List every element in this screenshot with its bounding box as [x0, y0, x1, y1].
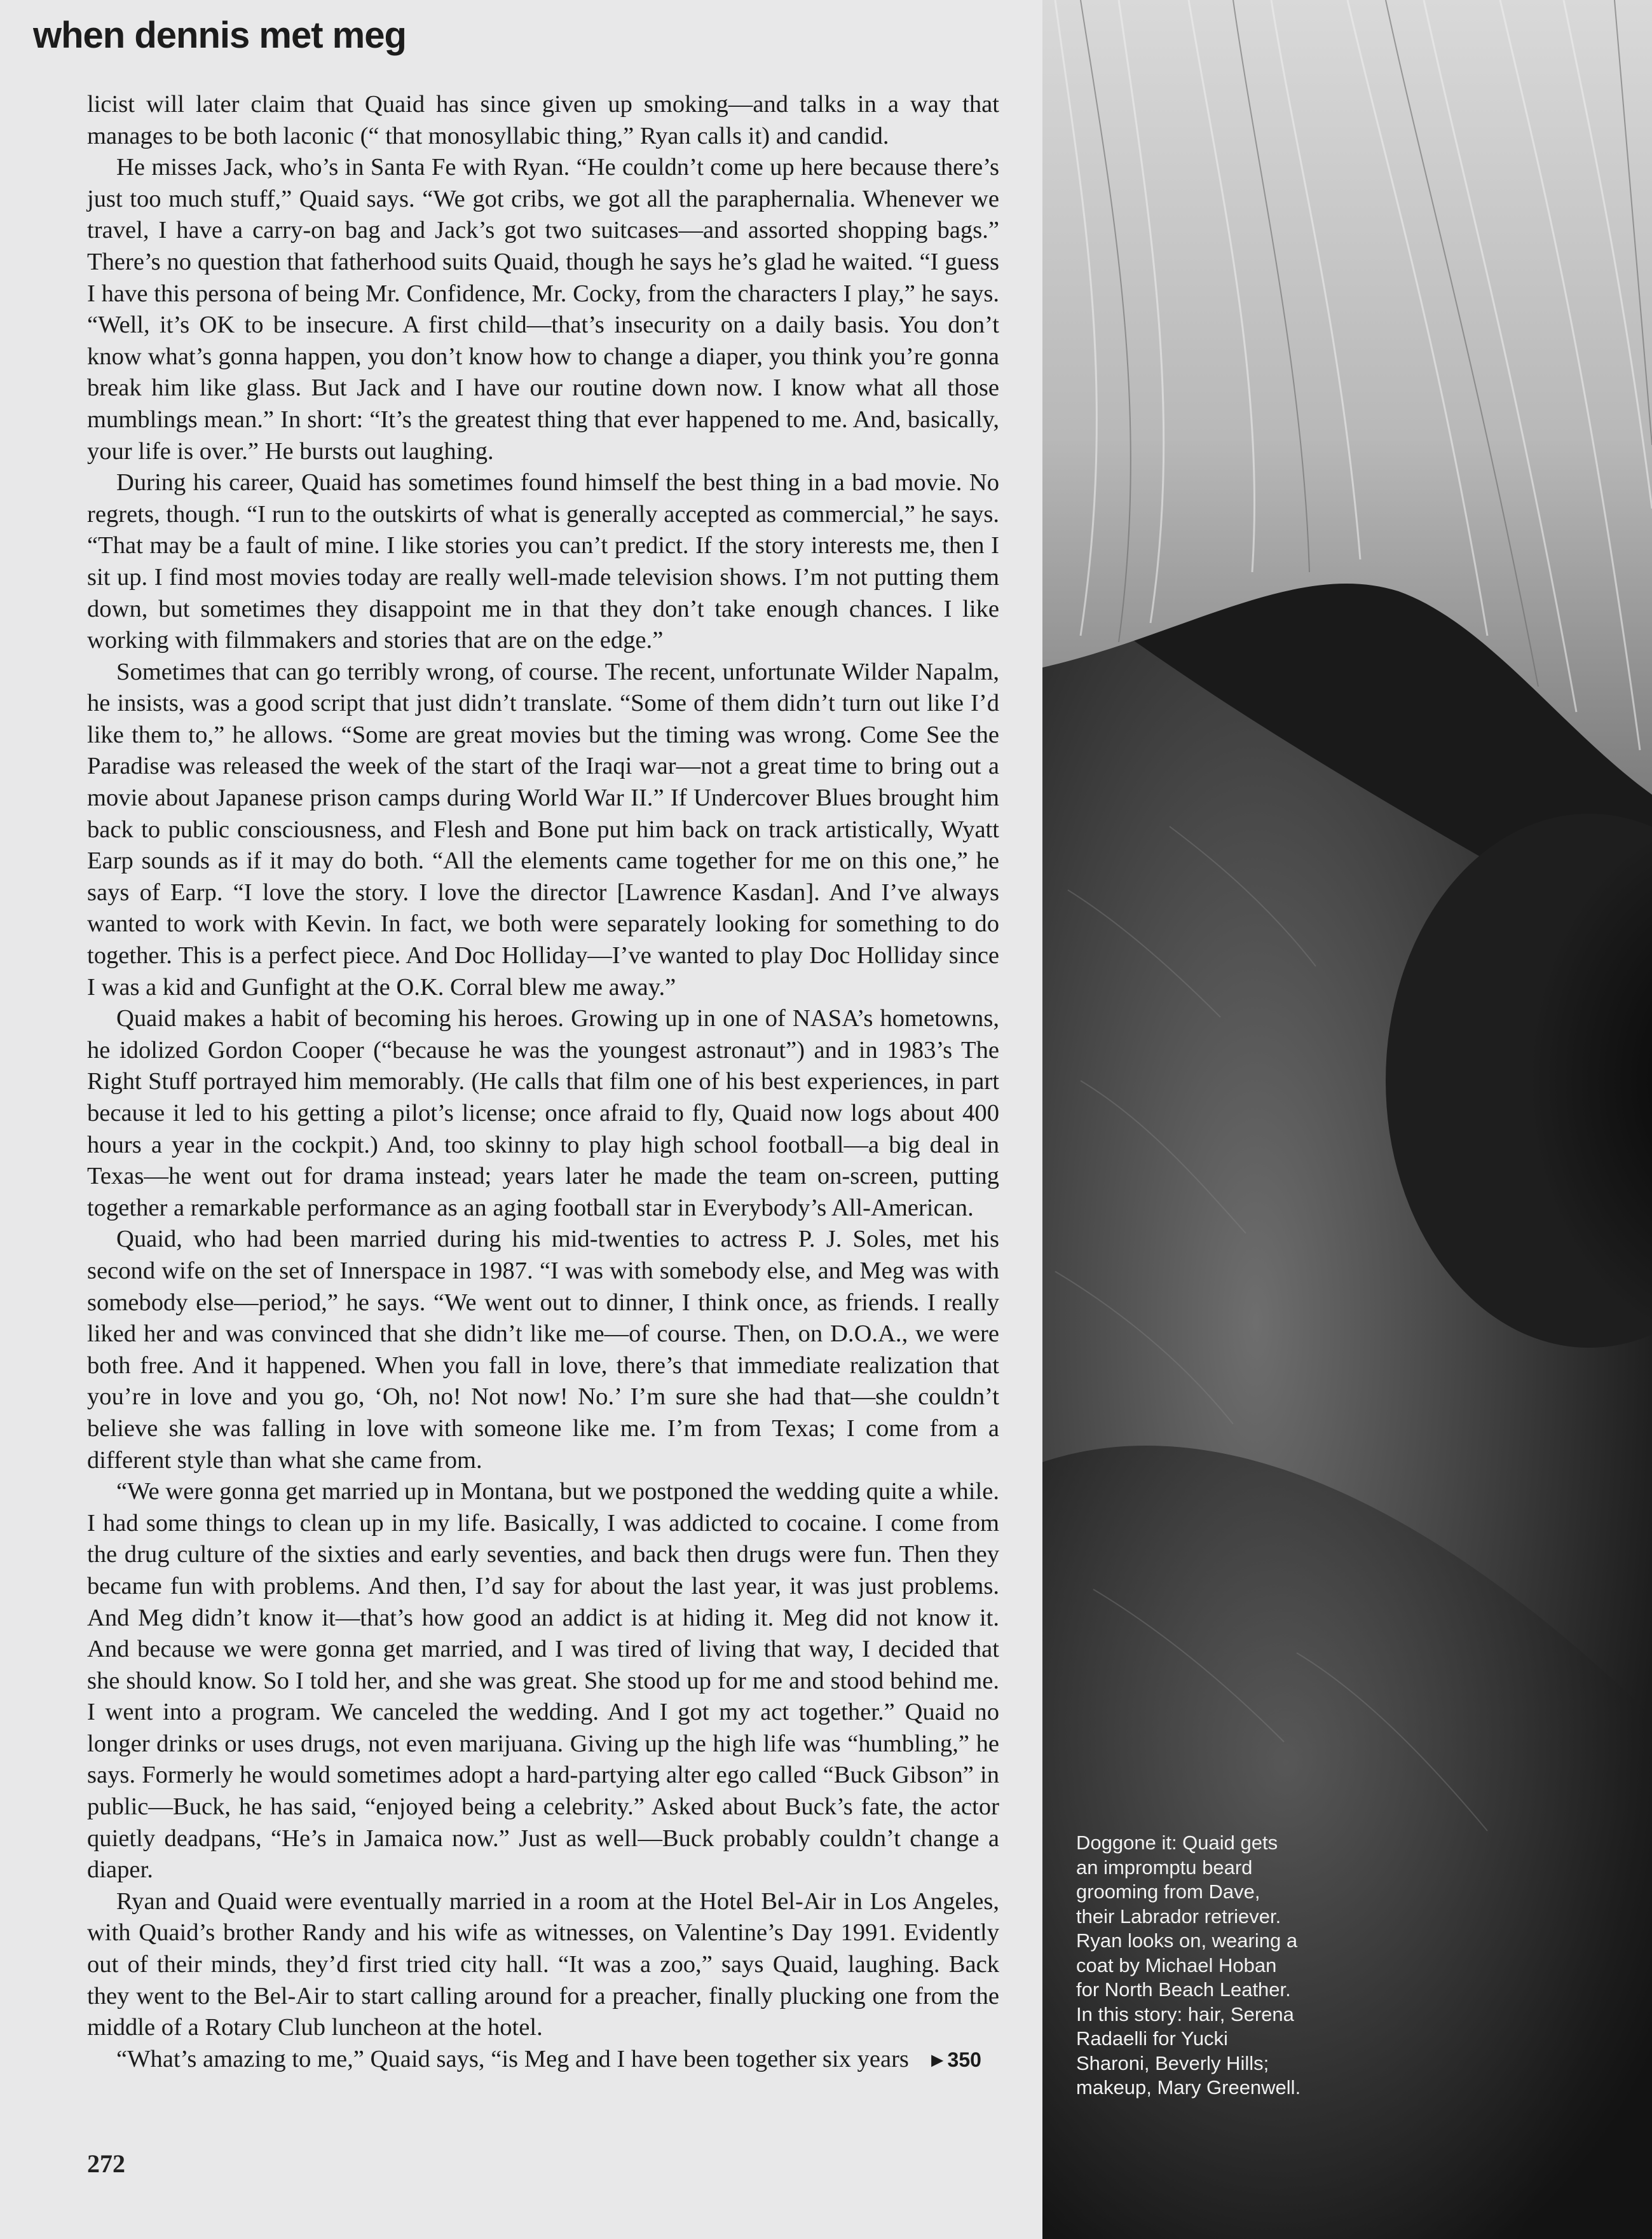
paragraph-last	[87, 2044, 999, 2076]
paragraph: licist will later claim that Quaid has since given up smoking—and talks in a way that manages to be both laconic (“ that monosyllabic thing,” Ryan calls it) and candid.	[87, 91, 999, 149]
caption-line: In this story: hair, Serena	[1076, 2003, 1294, 2025]
article-body	[87, 89, 999, 2076]
section-label: when dennis met meg	[33, 15, 406, 56]
caption-line: grooming from Dave,	[1076, 1880, 1260, 1903]
paragraph: Quaid, who had been married during his mid-twenties to actress P. J. Soles, met his second wife on the set of Innerspace in 1987. “I was with somebody else, and Meg was with somebody else—period,” he says. “We went out to dinner, I think once, as friends. I really liked her and was convinced that she didn’t like me—of course. Then, on D.O.A., we were both free. And it happened. When you fall in love, there’s that immediate realization that you’re in love and you go, ‘Oh, no! Not now! No.’ I’m sure she had that—she couldn’t believe she was falling in love with someone like me. I’m from Texas; I come from a different style than what she came from.	[87, 1226, 999, 1474]
paragraph: Ryan and Quaid were eventually married in a room at the Hotel Bel-Air in Los Angeles, with Quaid’s brother Randy and his wife as witnesses, on Valentine’s Day 1991. Evidently out of their minds, they’d first tried city hall. “It was a zoo,” says Quaid, laughing. Back they went to the Bel-Air to start calling around for a preacher, finally plucking one from the middle of a Rotary Club luncheon at the hotel.	[87, 1887, 999, 2041]
paragraph: “We were gonna get married up in Montana, but we postponed the wedding quite a while. I had some things to clean up in my life. Basically, I was addicted to cocaine. I come from the drug culture of the sixties and early seventies, and back then drugs were fun. Then they became fun with problems. And then, I’d say for about the last year, it was just problems. And Meg didn’t know it—that’s how good an addict is at hiding it. Meg did not know it. And because we were gonna get married, and I was tired of living that way, I decided that she should know. So I told her, and she was great. She stood up for me and stood behind me. I went into a program. We canceled the wedding. And I got my act together.” Quaid no longer drinks or uses drugs, not even marijuana. Giving up the high life was “humbling,” he says. Formerly he would sometimes adopt a hard-partying alter ego called “Buck Gibson” in public—Buck, he has said, “enjoyed being a celebrity.” Asked about Buck’s fate, the actor quietly deadpans, “He’s in Jamaica now.” Just as well—Buck probably couldn’t change a diaper.	[87, 1478, 999, 1884]
caption-line: Ryan looks on, wearing a	[1076, 1929, 1298, 1952]
caption-line: their Labrador retriever.	[1076, 1905, 1281, 1927]
paragraph: Quaid makes a habit of becoming his heroes. Growing up in one of NASA’s hometowns, he idolized Gordon Cooper (“because he was the youngest astronaut”) and in 1983’s The Right Stuff portrayed him memorably. (He calls that film one of his best experiences, in part because it led to his getting a pilot’s license; once afraid to fly, Quaid now logs about 400 hours a year in the cockpit.) And, too skinny to play high school football—a big deal in Texas—he went out for drama instead; years later he made the team on-screen, putting together a remarkable performance as an aging football star in Everybody’s All-American.	[87, 1005, 999, 1221]
caption-line: coat by Michael Hoban	[1076, 1954, 1277, 1976]
continued-page-marker: ►350	[927, 2048, 981, 2071]
paragraph: Sometimes that can go terribly wrong, of course. The recent, unfortunate Wilder Napalm, he insists, was a good script that just didn’t translate. “Some of them didn’t turn out like I’d like them to,” he allows. “Some are great movies but the timing was wrong. Come See the Paradise was released the week of the start of the Iraqi war—not a great time to bring out a movie about Japanese prison camps during World War II.” If Undercover Blues brought him back to public consciousness, and Flesh and Bone put him back on track artistically, Wyatt Earp sounds as if it may do both. “All the elements came together for me on this one,” he says of Earp. “I love the story. I love the director [Lawrence Kasdan]. And I’ve always wanted to work with Kevin. In fact, we both were separately looking for something to do together. This is a perfect piece. And Doc Holliday—I’ve wanted to play Doc Holliday since I was a kid and Gunfight at the O.K. Corral blew me away.”	[87, 658, 999, 1001]
caption-line: Doggone it: Quaid gets	[1076, 1832, 1278, 1854]
caption-line: makeup, Mary Greenwell.	[1076, 2076, 1301, 2099]
caption-line: Radaelli for Yucki	[1076, 2027, 1228, 2050]
paragraph-last-text: “What’s amazing to me,” Quaid says, “is Meg and I have been together six years	[116, 2045, 909, 2072]
page-number: 272	[87, 2149, 125, 2178]
photo-caption	[1076, 1831, 1381, 2100]
caption-line: for North Beach Leather.	[1076, 1978, 1291, 2001]
paragraph: During his career, Quaid has sometimes found himself the best thing in a bad movie. No regrets, though. “I run to the outskirts of what is generally accepted as commercial,” he says. “That may be a fault of mine. I like stories you can’t predict. If the story interests me, then I sit up. I find most movies today are really well-made television shows. I’m not putting them down, but sometimes they disappoint me in that they don’t take enough chances. I like working with filmmakers and stories that are on the edge.”	[87, 469, 999, 654]
paragraph: He misses Jack, who’s in Santa Fe with Ryan. “He couldn’t come up here because there’s just too much stuff,” Quaid says. “We got cribs, we got all the paraphernalia. Whenever we travel, I have a carry-on bag and Jack’s got two suitcases—and assorted shopping bags.” There’s no question that fatherhood suits Quaid, though he says he’s glad he waited. “I guess I have this persona of being Mr. Confidence, Mr. Cocky, from the characters I play,” he says. “Well, it’s OK to be insecure. A first child—that’s insecurity on a daily basis. You don’t know what’s gonna happen, you don’t know how to change a diaper, you think you’re gonna break him like glass. But Jack and I have our routine down now. I know what all those mumblings mean.” In short: “It’s the greatest thing that ever happened to me. And, basically, your life is over.” He bursts out laughing.	[87, 154, 999, 465]
caption-line: Sharoni, Beverly Hills;	[1076, 2051, 1269, 2074]
caption-line: an impromptu beard	[1076, 1856, 1253, 1879]
